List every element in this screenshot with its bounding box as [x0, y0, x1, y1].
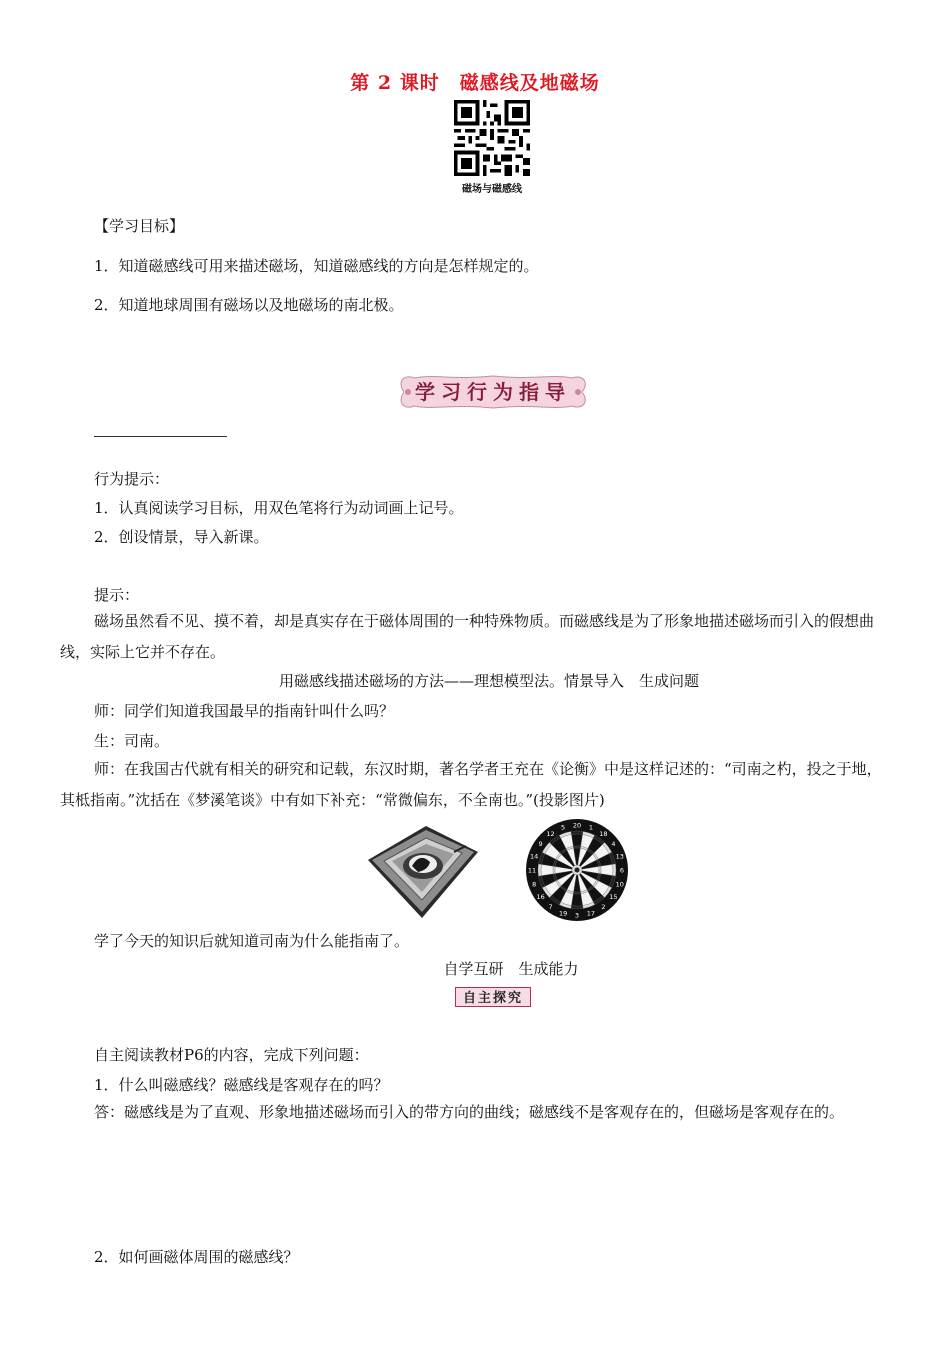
self-explore-text: 自主探究: [462, 991, 524, 1006]
dartboard-number: 4: [611, 840, 616, 849]
goal-item-1: 1．知道磁感线可用来描述磁场，知道磁感线的方向是怎样规定的。: [94, 257, 539, 275]
dartboard-number: 20: [572, 821, 582, 830]
question-1: 1．什么叫磁感线？磁感线是客观存在的吗？: [94, 1076, 389, 1094]
dartboard-number: 3: [574, 911, 580, 920]
tip-text: 磁场虽然看不见、摸不着，却是真实存在于磁体周围的一种特殊物质。而磁感线是为了形象地描述磁场而引入的假想曲线，实际上它并不存在。: [60, 612, 875, 661]
dartboard-number: 6: [619, 866, 625, 875]
dartboard-bull: [575, 868, 580, 873]
method-line: 用磁感线描述磁场的方法——理想模型法。情景导入 生成问题: [278, 672, 699, 690]
teacher-paragraph: 师：在我国古代就有相关的研究和记载，东汉时期，著名学者王充在《论衡》中是这样记述的：“司南之杓，投之于地，其柢指南。”沈括在《梦溪笔谈》中有如下补充：“常微偏东，不全南也。”(投影图片): [60, 760, 882, 809]
dartboard-number: 2: [601, 902, 606, 911]
dartboard-image: [525, 818, 629, 922]
banner-text: 学习行为指导: [415, 380, 571, 404]
answer-1: 答：磁感线是为了直观、形象地描述磁场而引入的带方向的曲线；磁感线不是客观存在的，但磁场是客观存在的。: [94, 1103, 845, 1121]
dialogue-student: 生：司南。: [94, 732, 170, 750]
dartboard-number: 10: [615, 880, 624, 889]
page-title: 第 2 课时 磁感线及地磁场: [350, 72, 600, 94]
tip-heading: 提示：: [94, 586, 140, 604]
qr-code: [454, 100, 530, 176]
question-2: 2．如何画磁体周围的磁感线？: [94, 1248, 299, 1266]
dartboard-number: 14: [530, 852, 539, 861]
hint-item-2: 2．创设情景，导入新课。: [94, 528, 269, 546]
dartboard-number: 5: [561, 823, 566, 832]
blank-line: [94, 436, 227, 437]
dartboard-number: 13: [615, 852, 624, 861]
dartboard-number: 18: [599, 830, 608, 839]
dialogue-teacher: 师：同学们知道我国最早的指南针叫什么吗？: [94, 702, 395, 720]
dartboard-number: 15: [609, 892, 618, 901]
dartboard-number: 1: [588, 823, 593, 832]
hint-item-1: 1．认真阅读学习目标，用双色笔将行为动词画上记号。: [94, 499, 464, 517]
dartboard-number: 12: [546, 830, 555, 839]
reading-intro: 自主阅读教材P6的内容，完成下列问题：: [94, 1046, 369, 1064]
self-explore-label: [455, 987, 531, 1007]
goal-item-2: 2．知道地球周围有磁场以及地磁场的南北极。: [94, 296, 404, 314]
after-images-text: 学了今天的知识后就知道司南为什么能指南了。: [94, 932, 410, 950]
dartboard-number: 11: [527, 866, 537, 875]
dartboard-number: 9: [538, 840, 543, 849]
dartboard-number: 7: [548, 902, 553, 911]
section2-title: 自学互研 生成能力: [443, 960, 579, 978]
sinan-compass-image: [362, 822, 482, 922]
dartboard-number: 19: [558, 909, 568, 918]
goals-heading: 【学习目标】: [94, 217, 185, 235]
dartboard-number: 16: [536, 892, 545, 901]
qr-caption: 磁场与磁感线: [462, 184, 522, 195]
dartboard-number: 17: [586, 909, 596, 918]
section-banner: [394, 372, 592, 412]
hints-heading: 行为提示：: [94, 470, 170, 488]
dartboard-number: 8: [532, 880, 537, 889]
